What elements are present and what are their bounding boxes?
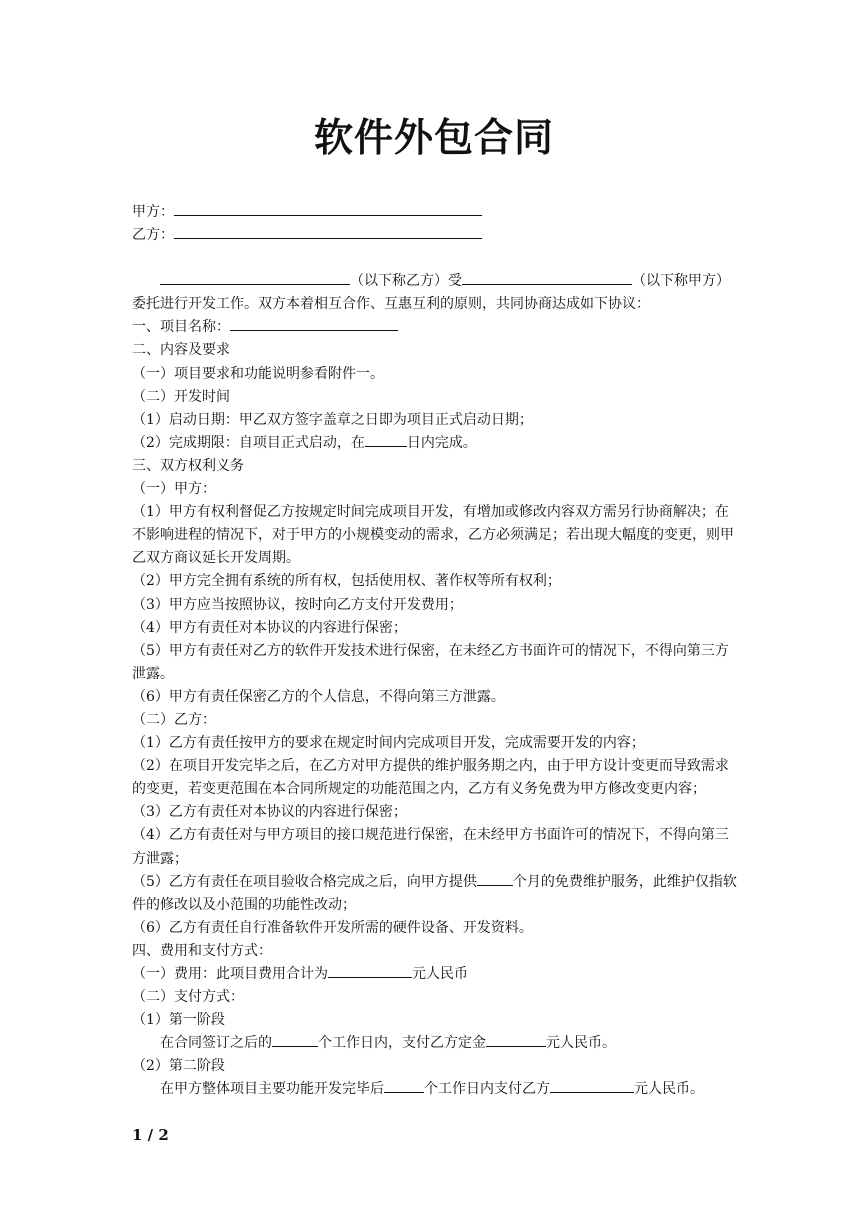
party-a-name-blank bbox=[462, 271, 632, 285]
party-a-blank bbox=[174, 202, 482, 216]
total-fee-blank bbox=[328, 964, 412, 978]
phase-1-heading: （1）第一阶段 bbox=[132, 1012, 225, 1029]
phase-2-heading: （2）第二阶段 bbox=[132, 1058, 225, 1075]
intro-paragraph: （以下称乙方）受 （以下称甲方）委托进行开发工作。双方本着相互合作、互惠互利的原则，共同协商达成如下协议： bbox=[132, 273, 730, 313]
party-a-clause-4: （4）甲方有责任对本协议的内容进行保密； bbox=[132, 619, 407, 636]
party-b-blank bbox=[174, 225, 482, 239]
section-2-1: （一）项目要求和功能说明参看附件一。 bbox=[132, 365, 384, 382]
phase-2-amount-blank bbox=[550, 1079, 634, 1093]
section-4-1: （一）费用：此项目费用合计为 元人民币 bbox=[132, 966, 468, 982]
project-name-blank bbox=[230, 317, 398, 331]
section-3-a: （一）甲方： bbox=[132, 481, 216, 498]
party-b-label: 乙方： bbox=[132, 227, 174, 244]
phase-2-detail: 在甲方整体项目主要功能开发完毕后 个工作日内支付乙方 元人民币。 bbox=[160, 1081, 704, 1098]
section-2-2-1: （1）启动日期：甲乙双方签字盖章之日即为项目正式启动日期； bbox=[132, 411, 533, 428]
party-a-clause-3: （3）甲方应当按照协议，按时向乙方支付开发费用； bbox=[132, 596, 463, 613]
party-a-label: 甲方： bbox=[132, 204, 174, 220]
section-4: 四、费用和支付方式： bbox=[132, 942, 272, 959]
party-b-line bbox=[132, 224, 740, 247]
party-b-clause-1: （1）乙方有责任按甲方的要求在规定时间内完成项目开发，完成需要开发的内容； bbox=[132, 735, 645, 752]
party-b-clause-2: （2）在项目开发完毕之后，在乙方对甲方提供的维护服务期之内，由于甲方设计变更而导致需求的变更，若变更范围在本合同所规定的功能范围之内，乙方有义务免费为甲方修改变更内容； bbox=[132, 758, 729, 798]
section-3: 三、双方权利义务 bbox=[132, 457, 244, 474]
phase-2-days-blank bbox=[384, 1079, 424, 1093]
party-b-clause-6: （6）乙方有责任自行准备软件开发所需的硬件设备、开发资料。 bbox=[132, 919, 533, 936]
party-b-clause-4: （4）乙方有责任对与甲方项目的接口规范进行保密，在未经甲方书面许可的情况下，不得向第三方泄露； bbox=[132, 827, 729, 867]
days-blank bbox=[365, 433, 407, 447]
months-blank bbox=[477, 872, 513, 886]
phase-1-days-blank bbox=[272, 1033, 318, 1047]
party-a-clause-1: （1）甲方有权利督促乙方按规定时间完成项目开发，有增加或修改内容双方需另行协商解决；在不影响进程的情况下，对于甲方的小规模变动的需求，乙方必须满足；若出现大幅度的变更，则甲乙双方商议延长开发周期。 bbox=[132, 504, 734, 567]
party-a-clause-2: （2）甲方完全拥有系统的所有权，包括使用权、著作权等所有权利； bbox=[132, 573, 561, 590]
deposit-blank bbox=[486, 1033, 546, 1047]
document-title: 软件外包合同 bbox=[313, 115, 554, 161]
section-2-2-2: （2）完成期限：自项目正式启动，在 日内完成。 bbox=[132, 434, 477, 451]
party-b-name-blank bbox=[160, 271, 350, 285]
party-b-clause-3: （3）乙方有责任对本协议的内容进行保密； bbox=[132, 804, 407, 821]
contract-body bbox=[132, 201, 740, 1102]
party-b-clause-5: （5）乙方有责任在项目验收合格完成之后，向甲方提供 个月的免费维护服务，此维护仅指软件的修改以及小范围的功能性改动； bbox=[132, 873, 737, 913]
party-a-line bbox=[132, 201, 740, 224]
party-a-clause-6: （6）甲方有责任保密乙方的个人信息，不得向第三方泄露。 bbox=[132, 688, 505, 705]
section-3-b: （二）乙方： bbox=[132, 711, 216, 728]
page-number: 1 / 2 bbox=[132, 1126, 169, 1144]
section-2: 二、内容及要求 bbox=[132, 342, 230, 359]
phase-1-detail: 在合同签订之后的 个工作日内，支付乙方定金 元人民币。 bbox=[160, 1035, 616, 1052]
section-2-2: （二）开发时间 bbox=[132, 388, 230, 405]
section-4-2: （二）支付方式： bbox=[132, 989, 244, 1006]
section-1: 一、项目名称： bbox=[132, 316, 740, 339]
party-a-clause-5: （5）甲方有责任对乙方的软件开发技术进行保密，在未经乙方书面许可的情况下，不得向第三方泄露。 bbox=[132, 642, 729, 682]
